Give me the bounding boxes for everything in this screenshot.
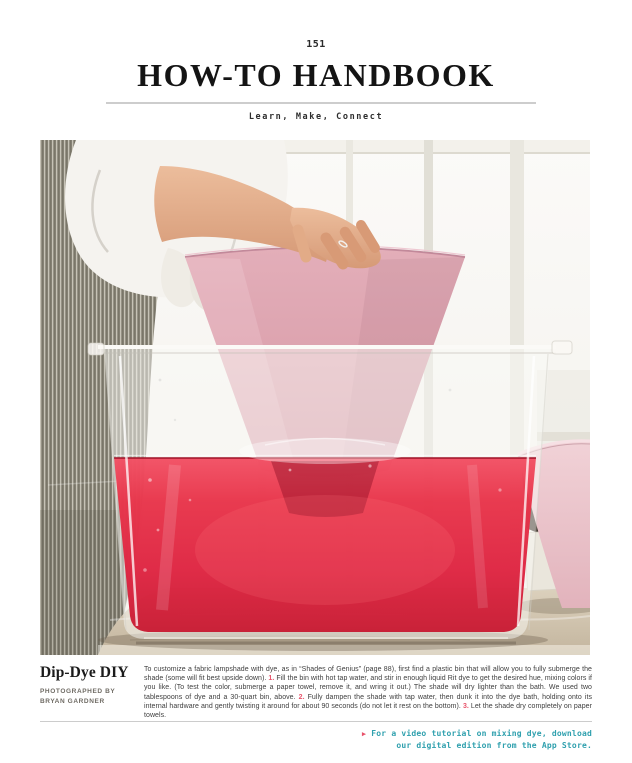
step-2-number: 2. <box>298 693 305 701</box>
instructions-text <box>144 665 592 720</box>
title-divider <box>106 102 536 104</box>
page-number: 151 <box>306 39 326 50</box>
dye-bin <box>88 341 572 643</box>
footer-line2: our digital edition from the App Store. <box>396 740 592 750</box>
step-2-text: Fully dampen the shade with tap water, then dunk it into the dye bath, holding onto its internal hardware and gently twisting it around for about 90 seconds (do not let it rest on the bottom). <box>144 693 592 710</box>
photo-illustration <box>40 140 590 655</box>
step-1-number: 1. <box>268 675 275 683</box>
footer-line1: For a video tutorial on mixing dye, download <box>371 729 592 738</box>
page-subtitle: Learn, Make, Connect <box>248 112 384 122</box>
app-store-note <box>362 728 592 751</box>
footer-divider <box>40 721 592 722</box>
bin-handle-left <box>88 343 104 355</box>
step-3-number: 3. <box>462 702 469 710</box>
step-1-text: Fill the bin with hot tap water, and stir in enough liquid Rit dye to get the desired hue, mixing colors if you like. (To test the color, submerge a paper towel, remove it, and wring it out.) The shade will dry lighter than the bath. We used two tablespoons of dye and a 30-quart bin, above. <box>144 675 593 701</box>
dye-water <box>114 456 536 633</box>
page-title: HOW-TO HANDBOOK <box>137 57 495 93</box>
triangle-bullet-icon: ▶ <box>361 730 367 738</box>
article-title: Dip-Dye DIY <box>40 664 129 681</box>
caption-section <box>40 664 592 720</box>
photo-credit-label: PHOTOGRAPHED BY <box>40 688 116 695</box>
intro-text: To customize a fabric lampshade with dye, as in “Shades of Genius” (page 88), first find a plastic bin that will allow you to fully submerge the shade (some will fit best upside down). <box>144 666 592 683</box>
step-3-text: Let the shade dry completely on paper towels. <box>144 702 592 720</box>
photo-credit-name: BRYAN GARDNER <box>40 698 105 706</box>
dip-dye-photo <box>40 140 590 655</box>
caption-column <box>40 664 136 720</box>
bin-handle-right <box>552 341 572 354</box>
photo-credit <box>40 687 136 707</box>
